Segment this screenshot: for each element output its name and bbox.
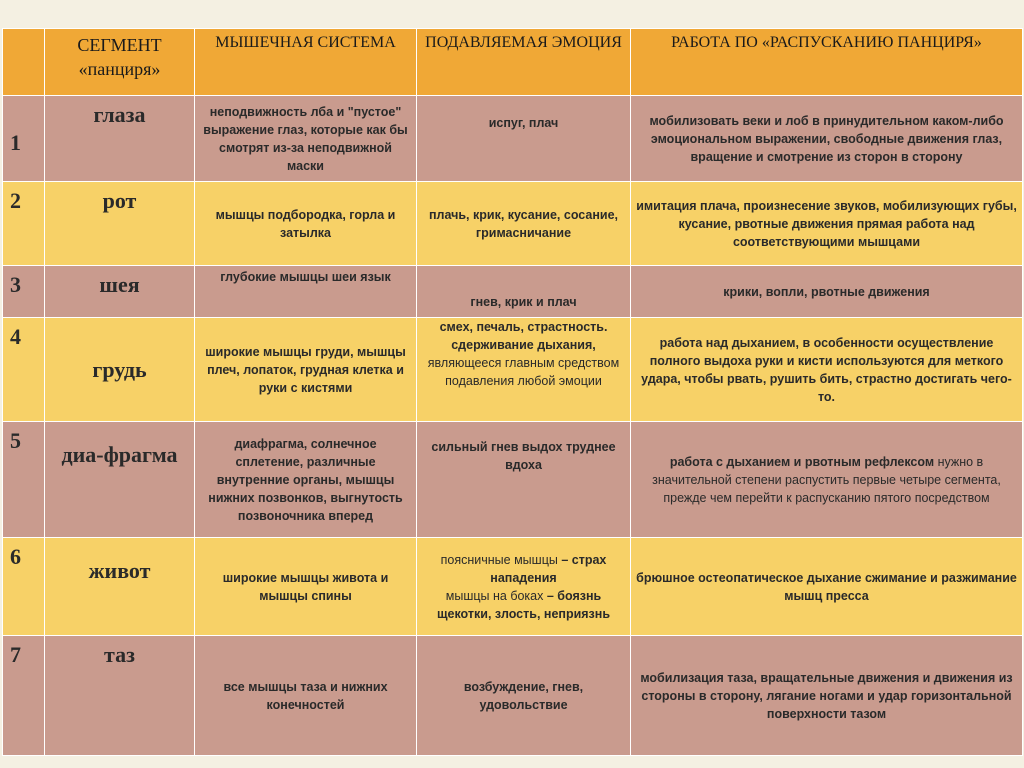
emotion-bold-text: – боязнь щекотки, злость, неприязнь — [436, 588, 611, 621]
emotion-cell: испуг, плач — [417, 96, 631, 182]
work-cell: работа над дыханием, в особенности осуществление полного выдоха руки и кисти используются для меткого удара, чтобы рвать, рушить бить, страстно достигать чего-то. — [631, 318, 1023, 422]
muscle-cell: глубокие мышцы шеи язык — [195, 266, 417, 318]
segment-cell: глаза — [45, 96, 195, 182]
segment-cell: рот — [45, 182, 195, 266]
header-segment: СЕГМЕНТ «панциря» — [45, 29, 195, 96]
emotion-cell: плачь, крик, кусание, сосание, гримасничание — [417, 182, 631, 266]
muscle-cell: все мышцы таза и нижних конечностей — [195, 636, 417, 756]
emotion-cell — [417, 538, 631, 636]
header-row — [3, 29, 1023, 96]
segment-cell: таз — [45, 636, 195, 756]
work-bold-text: работа с дыханием и рвотным рефлексом — [669, 454, 935, 469]
emotion-normal-text: мышцы на боках — [445, 588, 547, 603]
emotion-normal-text: являющееся главным средством подавления любой эмоции — [427, 356, 620, 388]
header-work: РАБОТА ПО «РАСПУСКАНИЮ ПАНЦИРЯ» — [631, 29, 1023, 96]
segment-cell: грудь — [45, 318, 195, 422]
table-row — [3, 538, 1023, 636]
segment-cell: диа-фрагма — [45, 422, 195, 538]
row-number: 4 — [3, 318, 45, 422]
table-row — [3, 182, 1023, 266]
muscle-cell: диафрагма, солнечное сплетение, различные внутренние органы, мышцы нижних позвонков, выгнутость позвоночника вперед — [195, 422, 417, 538]
row-number: 7 — [3, 636, 45, 756]
table-row — [3, 318, 1023, 422]
row-number: 6 — [3, 538, 45, 636]
emotion-cell — [417, 318, 631, 422]
table-row — [3, 96, 1023, 182]
emotion-bold-text: – страх нападения — [490, 552, 607, 585]
work-cell: имитация плача, произнесение звуков, мобилизующих губы, кусание, рвотные движения прямая работа над соответствующими мышцами — [631, 182, 1023, 266]
row-number: 3 — [3, 266, 45, 318]
armor-segments-table — [2, 28, 1023, 756]
emotion-cell: сильный гнев выдох труднее вдоха — [417, 422, 631, 538]
muscle-cell: мышцы подбородка, горла и затылка — [195, 182, 417, 266]
table-row — [3, 422, 1023, 538]
work-cell: брюшное остеопатическое дыхание сжимание и разжимание мышц пресса — [631, 538, 1023, 636]
segment-cell: шея — [45, 266, 195, 318]
emotion-bold-text: смех, печаль, страстность. сдерживание дыхания, — [439, 320, 608, 352]
row-number: 2 — [3, 182, 45, 266]
muscle-cell: неподвижность лба и "пустое" выражение глаз, которые как бы смотрят из-за неподвижной маски — [195, 96, 417, 182]
muscle-cell: широкие мышцы живота и мышцы спины — [195, 538, 417, 636]
segment-cell: живот — [45, 538, 195, 636]
header-emotion: ПОДАВЛЯЕМАЯ ЭМОЦИЯ — [417, 29, 631, 96]
row-number: 5 — [3, 422, 45, 538]
work-cell: крики, вопли, рвотные движения — [631, 266, 1023, 318]
header-num — [3, 29, 45, 96]
emotion-normal-text: поясничные мышцы — [440, 552, 558, 567]
muscle-cell: широкие мышцы груди, мышцы плеч, лопаток, грудная клетка и руки с кистями — [195, 318, 417, 422]
work-cell: мобилизация таза, вращательные движения и движения из стороны в сторону, лягание ногами и удар горизонтальной поверхности тазом — [631, 636, 1023, 756]
work-cell: мобилизовать веки и лоб в принудительном каком-либо эмоциональном выражении, свободные движения глаз, вращение и смотрение из сторон в сторону — [631, 96, 1023, 182]
slide-frame — [2, 28, 1022, 755]
work-normal-text: нужно в значительной степени распустить первые четыре сегмента, прежде чем перейти к распусканию пятого посредством — [652, 454, 1001, 505]
emotion-cell: возбуждение, гнев, удовольствие — [417, 636, 631, 756]
work-cell — [631, 422, 1023, 538]
row-number: 1 — [3, 96, 45, 182]
table-row — [3, 266, 1023, 318]
table-row — [3, 636, 1023, 756]
header-muscle: МЫШЕЧНАЯ СИСТЕМА — [195, 29, 417, 96]
emotion-cell: гнев, крик и плач — [417, 266, 631, 318]
